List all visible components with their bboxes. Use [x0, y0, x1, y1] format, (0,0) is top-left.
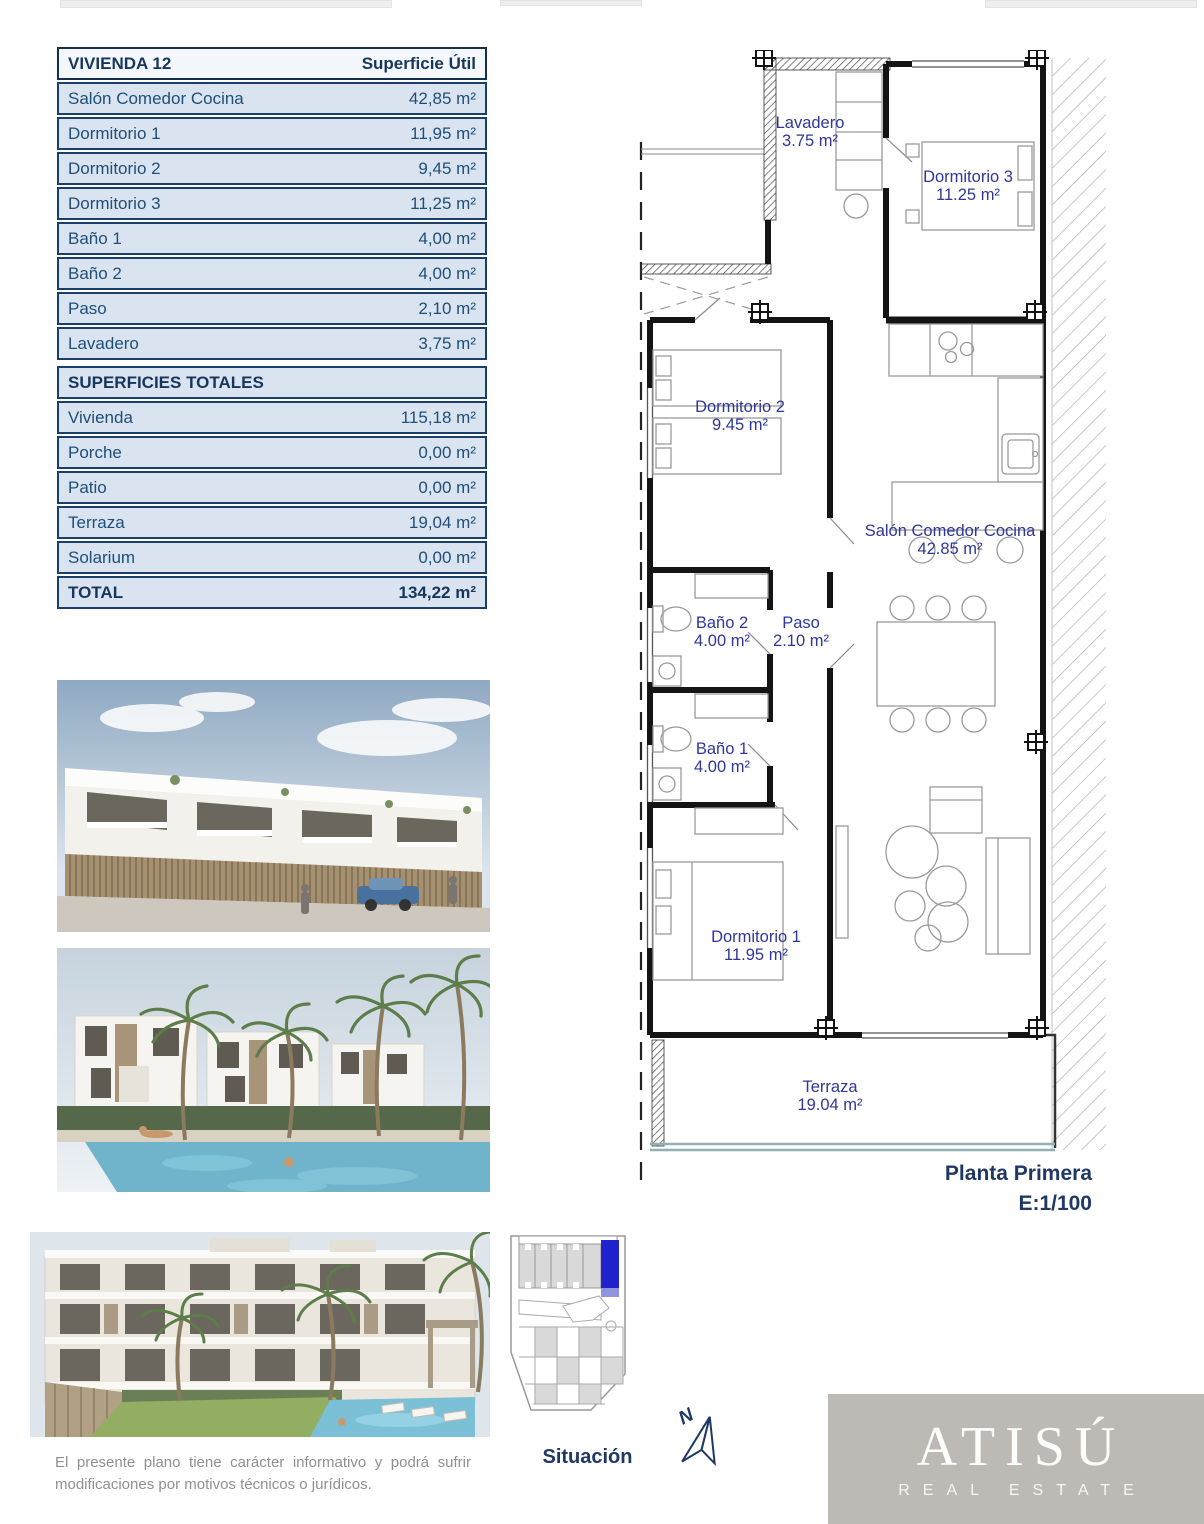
- room-area-bano-1: 4.00 m²: [694, 758, 750, 776]
- row-label: Vivienda: [68, 408, 133, 427]
- table-header-row: [57, 47, 487, 80]
- row-value: 4,00 m²: [418, 264, 476, 283]
- room-label-paso: Paso: [782, 614, 820, 632]
- table-row: [57, 327, 487, 360]
- row-label: Paso: [68, 299, 107, 318]
- table-row: [57, 117, 487, 150]
- total-areas-table: [57, 366, 487, 611]
- plan-caption-title: Planta Primera: [944, 1162, 1092, 1185]
- row-label: Baño 1: [68, 229, 122, 248]
- disclaimer-line-2: modificaciones por motivos técnicos o jurídicos.: [55, 1476, 372, 1493]
- table-row: [57, 471, 487, 504]
- row-value: 11,25 m²: [410, 194, 476, 213]
- row-label: Solarium: [68, 548, 136, 567]
- row-label: Dormitorio 3: [68, 194, 161, 213]
- row-label: Porche: [68, 443, 122, 462]
- room-areas-table: [57, 47, 487, 362]
- row-value: 9,45 m²: [418, 159, 476, 178]
- room-area-lavadero: 3.75 m²: [782, 132, 838, 150]
- row-label: Terraza: [68, 513, 125, 532]
- table-header-value: Superficie Útil: [361, 54, 476, 73]
- table-header-row: [57, 366, 487, 399]
- room-label-dormitorio-1: Dormitorio 1: [711, 928, 801, 946]
- swimmer: [284, 1157, 294, 1167]
- site-map-label: Situación: [542, 1446, 633, 1468]
- entry-swing-dashes: [644, 277, 768, 314]
- table-row: [57, 401, 487, 434]
- room-area-terraza: 19.04 m²: [797, 1096, 863, 1114]
- room-label-salon: Salón Comedor Cocina: [864, 522, 1036, 540]
- swimmer: [338, 1418, 346, 1426]
- disclaimer-line-1: El presente plano tiene carácter informativo y podrá sufrir: [55, 1454, 471, 1471]
- table-row: [57, 152, 487, 185]
- row-label: Dormitorio 1: [68, 124, 161, 143]
- table-row: [57, 292, 487, 325]
- total-label: TOTAL: [68, 583, 124, 602]
- room-area-dormitorio-3: 11.25 m²: [936, 186, 1000, 204]
- row-value: 0,00 m²: [418, 548, 476, 567]
- room-area-salon: 42.85 m²: [917, 540, 983, 558]
- room-area-dormitorio-2: 9.45 m²: [712, 416, 768, 434]
- room-area-paso: 2.10 m²: [773, 632, 829, 650]
- room-label-bano-2: Baño 2: [695, 614, 749, 632]
- exterior-render-facade: [30, 1232, 490, 1437]
- hedge: [57, 1106, 490, 1130]
- disclaimer-text: [55, 1452, 471, 1496]
- plan-caption-scale: E:1/100: [1018, 1192, 1092, 1215]
- room-label-lavadero: Lavadero: [775, 114, 845, 132]
- neighbour-hatch-zone: [1052, 58, 1106, 1150]
- table-row: [57, 82, 487, 115]
- row-label: Lavadero: [68, 334, 139, 353]
- room-label-terraza: Terraza: [802, 1078, 858, 1096]
- row-value: 0,00 m²: [418, 478, 476, 497]
- row-value: 0,00 m²: [418, 443, 476, 462]
- door-leaves: [695, 138, 912, 830]
- brand-tagline: REAL ESTATE: [898, 1482, 1147, 1499]
- total-value: 134,22 m²: [398, 583, 476, 602]
- table-row: [57, 222, 487, 255]
- highlighted-unit: [601, 1240, 619, 1297]
- table-title: SUPERFICIES TOTALES: [68, 373, 264, 392]
- row-value: 4,00 m²: [418, 229, 476, 248]
- row-label: Dormitorio 2: [68, 159, 161, 178]
- row-value: 19,04 m²: [408, 513, 476, 532]
- brand-name: ATISÚ: [916, 1416, 1126, 1478]
- north-letter: N: [675, 1404, 698, 1430]
- pool-deck: [57, 1130, 490, 1142]
- page-top-crop-strip: [60, 0, 392, 8]
- row-value: 11,95 m²: [410, 124, 476, 143]
- row-value: 3,75 m²: [418, 334, 476, 353]
- row-value: 42,85 m²: [408, 89, 476, 108]
- brand-logo: [828, 1394, 1204, 1524]
- room-label-dormitorio-3: Dormitorio 3: [923, 168, 1013, 186]
- row-value: 115,18 m²: [400, 408, 476, 427]
- table-row: [57, 506, 487, 539]
- room-area-bano-2: 4.00 m²: [694, 632, 750, 650]
- table-total-row: [57, 576, 487, 609]
- apartment-building: [45, 1238, 475, 1402]
- row-label: Baño 2: [68, 264, 122, 283]
- table-row: [57, 541, 487, 574]
- table-row: [57, 187, 487, 220]
- page-top-crop-strip: [985, 0, 1197, 8]
- room-label-dormitorio-2: Dormitorio 2: [695, 398, 785, 416]
- row-label: Patio: [68, 478, 107, 497]
- entry-walkway-lines: [641, 149, 764, 154]
- row-value: 2,10 m²: [418, 299, 476, 318]
- floor-plan: [600, 50, 1204, 1220]
- row-label: Salón Comedor Cocina: [68, 89, 244, 108]
- table-title: VIVIENDA 12: [68, 54, 172, 73]
- north-arrow: [673, 1402, 733, 1474]
- page-top-crop-strip: [500, 0, 642, 6]
- site-location-map: [505, 1232, 665, 1432]
- exterior-render-street: [57, 680, 490, 932]
- exterior-render-pool: [57, 948, 490, 1192]
- table-row: [57, 436, 487, 469]
- room-label-bano-1: Baño 1: [695, 740, 749, 758]
- table-row: [57, 257, 487, 290]
- room-area-dormitorio-1: 11.95 m²: [724, 946, 788, 964]
